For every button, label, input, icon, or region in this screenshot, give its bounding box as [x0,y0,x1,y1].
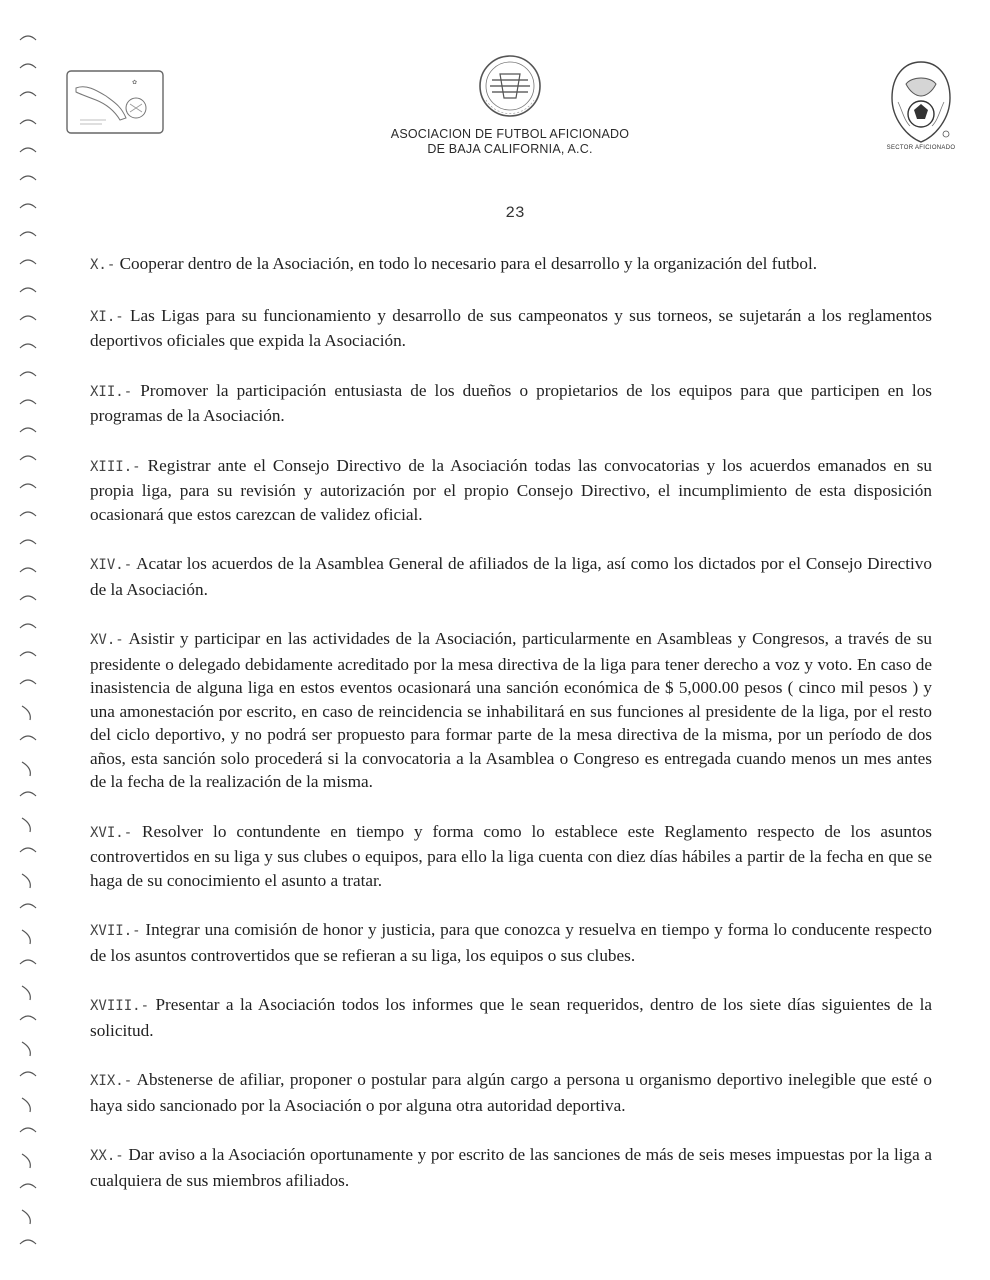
clause-xix [90,1068,932,1117]
clause-text: Cooperar dentro de la Asociación, en todo lo necesario para el desarrollo y la organización del futbol. [115,254,818,273]
clause-text: Resolver lo contundente en tiempo y forma como lo establece este Reglamento respecto de los asuntos controvertidos en su liga y sus clubes o equipos, para ello la liga cuenta con diez días hábiles a partir de la fecha en que se haga de su conocimiento el asunto a tratar. [90,821,932,890]
binder-hole-mark [20,204,36,208]
binder-hole-mark [22,1210,30,1224]
binder-marks-graphic [16,28,42,1268]
binder-hole-mark [20,176,36,180]
clause-number: XI.- [90,308,124,325]
clause-text: Promover la participación entusiasta de los dueños o propietarios de los equipos para que participen en los programas de la Asociación. [90,380,932,425]
binder-hole-mark [20,512,36,516]
binder-hole-mark [20,792,36,796]
clause-number: XII.- [90,383,133,400]
binder-hole-mark [20,848,36,852]
binder-hole-mark [20,1240,36,1244]
binder-hole-mark [20,456,36,460]
clause-xii [90,379,932,428]
page-number: 23 [505,204,525,222]
svg-text:✿: ✿ [132,79,138,86]
binder-hole-mark [20,680,36,684]
clause-xiii [90,454,932,527]
binder-hole-mark [22,874,30,888]
binder-hole-mark [22,930,30,944]
clause-number: XIX.- [90,1073,133,1089]
clause-xvi [90,820,932,893]
organization-name-line-2: DE BAJA CALIFORNIA, A.C. [427,142,593,156]
binder-hole-mark [20,596,36,600]
binder-hole-mark [20,540,36,544]
binder-hole-mark [22,818,30,832]
binder-hole-mark [20,1184,36,1188]
clause-number: X.- [90,257,116,273]
binder-hole-mark [20,316,36,320]
binder-hole-mark [22,1042,30,1056]
binder-hole-mark [20,568,36,572]
clause-text: Registrar ante el Consejo Directivo de la Asociación todas las convocatorias y los acuerdos emanados en su propia liga, para su revisión y autorización por el propio Consejo Directivo, el incumplimiento de esta disposición ocasionará que estos carezcan de validez oficial. [90,455,932,524]
organization-name-line-1: ASOCIACION DE FUTBOL AFICIONADO [390,127,630,141]
binder-hole-mark [20,960,36,964]
clauses-list [90,252,932,1218]
binder-hole-mark [20,232,36,236]
binder-hole-mark [20,904,36,908]
clause-text: Integrar una comisión de honor y justicia, para que conozca y resuelva en tiempo y forma lo conducente respecto de los asuntos controvertidos que se refieran a su liga, los equipos o sus clubes. [90,920,932,965]
right-logo-caption: SECTOR AFICIONADO [886,145,956,151]
organization-name [330,127,690,157]
clause-xviii [90,993,932,1042]
binder-hole-mark [20,120,36,124]
left-logo-map-icon [66,70,164,134]
binder-hole-mark [22,1098,30,1112]
clause-number: XVII.- [90,923,141,939]
binder-hole-mark [20,624,36,628]
binder-hole-mark [20,652,36,656]
clause-text: Dar aviso a la Asociación oportunamente y por escrito de las sanciones de más de seis meses impuestas por la liga a cualquiera de sus miembros afiliados. [90,1145,932,1190]
clause-number: XX.- [90,1148,124,1164]
binder-hole-mark [20,1072,36,1076]
binder-hole-mark [20,148,36,152]
binder-hole-mark [20,1128,36,1132]
clause-x [90,252,932,278]
binder-hole-mark [20,64,36,68]
binder-hole-mark [20,260,36,264]
clause-number: XVIII.- [90,998,150,1014]
clause-number: XVI.- [90,824,133,841]
clause-xi [90,304,932,353]
binder-hole-mark [20,736,36,740]
binder-hole-mark [20,288,36,292]
binder-marks [16,28,42,1268]
clause-xvii [90,918,932,967]
clause-text: Asistir y participar en las actividades de la Asociación, particularmente en Asambleas y Congresos, a través de su presidente o delegado debidamente acreditado por la mesa directiva de la liga para tener derecho a voz y voto. En caso de inasistencia de alguna liga en estos eventos ocasionará una sanción económica de $ 5,000.00 pesos ( cinco mil pesos ) y una amonestación por escrito, en caso de reincidencia se inhabilitará en sus funciones al presidente de la liga, por el resto del ciclo deportivo, y no podrá ser propuesto para formar parte de la mesa directiva de la misma, por un período de dos años, esta sanción solo procederá si la convocatoria a la Asamblea o Congreso es entregada cuando menos un mes antes de la fecha de la realización de la misma. [90,629,932,791]
clause-xiv [90,552,932,601]
binder-hole-mark [22,1154,30,1168]
binder-hole-mark [20,484,36,488]
binder-hole-mark [22,706,30,720]
right-emblem-eagle-ball-icon [876,56,966,152]
binder-hole-mark [20,428,36,432]
binder-hole-mark [22,986,30,1000]
binder-hole-mark [20,92,36,96]
binder-hole-mark [20,400,36,404]
clause-number: XIII.- [90,458,141,475]
clause-xx [90,1143,932,1192]
clause-number: XV.- [90,632,124,648]
clause-number: XIV.- [90,557,133,573]
clause-text: Presentar a la Asociación todos los informes que le sean requeridos, dentro de los siete días siguientes de la solicitud. [90,995,932,1040]
clause-text: Las Ligas para su funcionamiento y desarrollo de sus campeonatos y sus torneos, se sujetarán a los reglamentos deportivos oficiales que expida la Asociación. [90,305,932,350]
clause-xv [90,627,932,794]
clause-text: Acatar los acuerdos de la Asamblea General de afiliados de la liga, así como los dictados por el Consejo Directivo de la Asociación. [90,554,932,599]
binder-hole-mark [20,1016,36,1020]
binder-hole-mark [22,762,30,776]
binder-hole-mark [20,36,36,40]
binder-hole-mark [20,344,36,348]
binder-hole-mark [20,372,36,376]
clause-text: Abstenerse de afiliar, proponer o postular para algún cargo a persona u organismo deportivo inelegible que esté o haya sido sancionado por la Asociación o por alguna otra autoridad deportiva. [90,1070,932,1115]
center-federation-logo-icon [470,50,550,122]
